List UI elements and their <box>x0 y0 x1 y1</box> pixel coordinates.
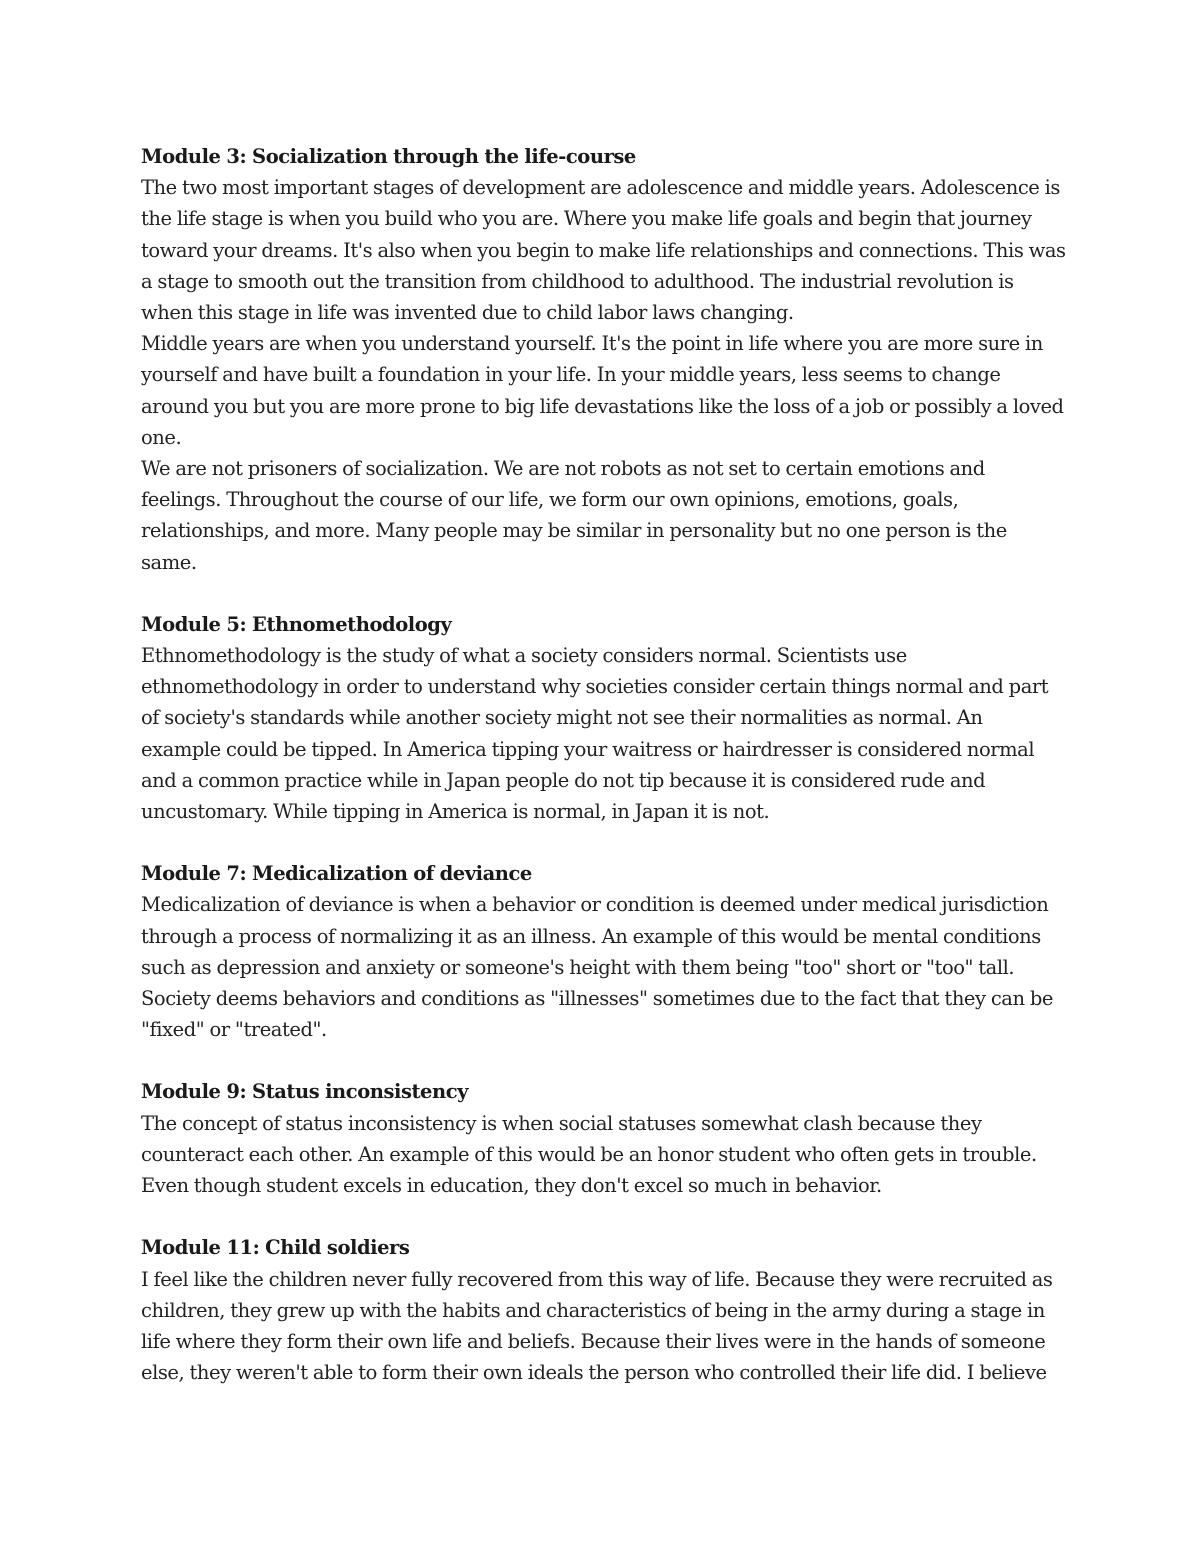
section-title: Module 3: Socialization through the life-course <box>141 145 636 168</box>
document-page <box>141 141 1066 1419</box>
paragraph: The concept of status inconsistency is when social statuses somewhat clash because they counteract each other. An example of this would be an honor student who often gets in trouble. Even though student excels in education, they don't excel so much in behavior. <box>141 1111 1037 1198</box>
section-module-5 <box>141 609 1066 827</box>
section-title: Module 9: Status inconsistency <box>141 1080 469 1104</box>
section-title: Module 5: Ethnomethodology <box>141 612 452 636</box>
paragraph: I feel like the children never fully recovered from this way of life. Because they were recruited as children, they grew up with the habits and characteristics of being in the army during a stage in life where they form their own life and beliefs. Because their lives were in the hands of someone else, they weren't able to form their own ideals the person who controlled their life did. I believe <box>141 1267 1053 1385</box>
paragraph: Medicalization of deviance is when a behavior or condition is deemed under medical jurisdiction through a process of normalizing it as an illness. An example of this would be mental conditions such as depression and anxiety or someone's height with them being "too" short or "too" tall. Society deems behaviors and conditions as "illnesses" sometimes due to the fact that they can be "fixed" or "treated". <box>141 893 1053 1042</box>
section-title: Module 7: Medicalization of deviance <box>141 862 532 886</box>
section-title: Module 11: Child soldiers <box>141 1236 410 1260</box>
section-module-11 <box>141 1232 1066 1388</box>
section-module-9 <box>141 1076 1066 1201</box>
paragraph: We are not prisoners of socialization. We are not robots as not set to certain emotions and feelings. Throughout the course of our life, we form our own opinions, emotions, goals, relationships, and more. Many people may be similar in personality but no one person is the same. <box>141 457 1007 574</box>
section-module-7 <box>141 858 1066 1045</box>
section-module-3 <box>141 141 1066 578</box>
paragraph: Ethnomethodology is the study of what a society considers normal. Scientists use ethnomethodology in order to understand why societies consider certain things normal and part of society's standards while another society might not see their normalities as normal. An example could be tipped. In America tipping your waitress or hairdresser is considered normal and a common practice while in Japan people do not tip because it is considered rude and uncustomary. While tipping in America is normal, in Japan it is not. <box>141 644 1049 824</box>
paragraph: Middle years are when you understand yourself. It's the point in life where you are more sure in yourself and have built a foundation in your life. In your middle years, less seems to change around you but you are more prone to big life devastations like the loss of a job or possibly a loved one. <box>141 332 1064 449</box>
paragraph: The two most important stages of development are adolescence and middle years. Adolescence is the life stage is when you build who you are. Where you make life goals and begin that journey toward your dreams. It's also when you begin to make life relationships and connections. This was a stage to smooth out the transition from childhood to adulthood. The industrial revolution is when this stage in life was invented due to child labor laws changing. <box>141 176 1066 325</box>
